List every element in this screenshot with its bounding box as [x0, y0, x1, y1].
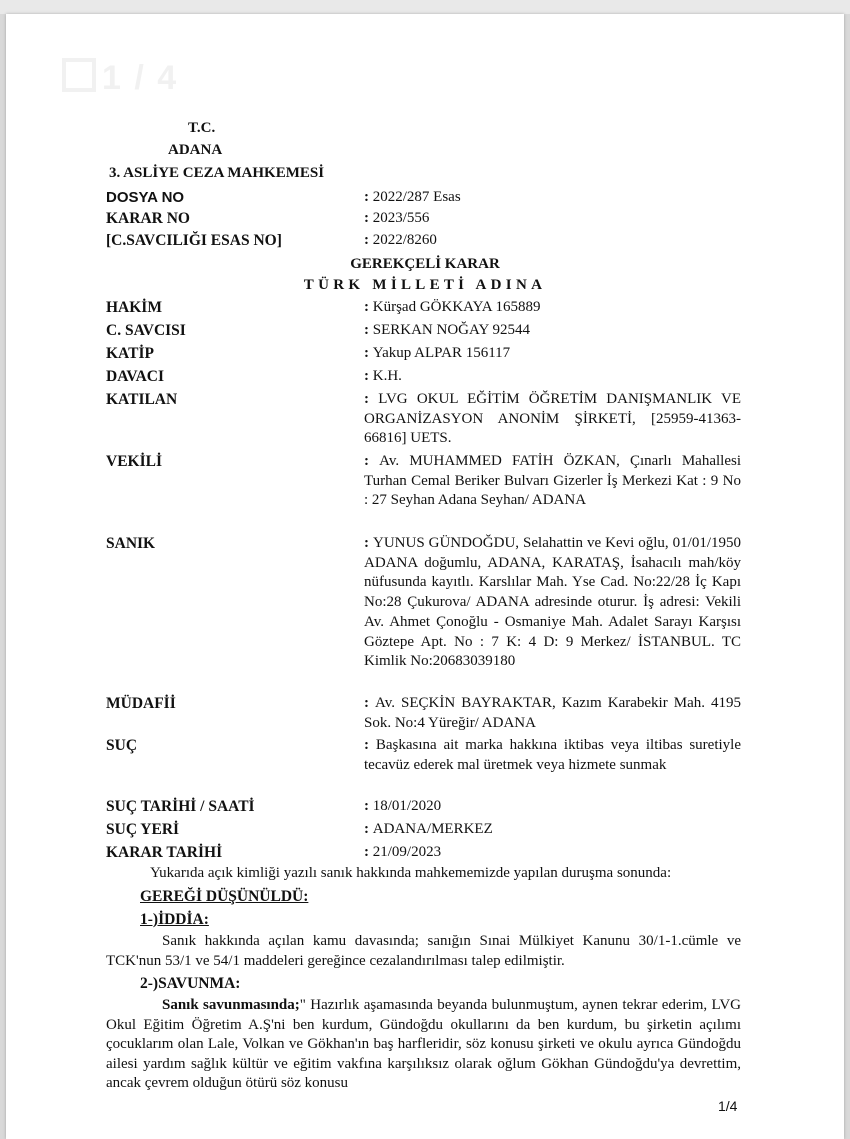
offense-date-value: : 18/01/2020: [364, 798, 442, 814]
plaintiff-value: : K.H.: [364, 368, 402, 384]
decision-no-value: : 2023/556: [364, 210, 430, 226]
document-page: [6, 14, 844, 1139]
prosecution-no-label: [C.SAVCILIĞI ESAS NO]: [106, 232, 282, 249]
plaintiff-label: DAVACI: [106, 368, 165, 385]
defense-counsel-label: MÜDAFİİ: [106, 695, 176, 712]
document-subtitle: TÜRK MİLLETİ ADINA: [303, 277, 547, 293]
decision-date-value: : 21/09/2023: [364, 844, 442, 860]
case-file-value: : 2022/287 Esas: [364, 189, 461, 205]
offense-place-value: : ADANA/MERKEZ: [364, 821, 493, 837]
offense-place-label: SUÇ YERİ: [106, 821, 180, 838]
case-file-label: DOSYA NO: [106, 189, 185, 206]
defense-heading: 2-)SAVUNMA:: [140, 975, 241, 992]
document-title: GEREKÇELİ KARAR: [350, 256, 500, 272]
clerk-label: KATİP: [106, 345, 154, 362]
claim-paragraph: Sanık hakkında açılan kamu davasında; sanığın Sınai Mülkiyet Kanunu 30/1-1.cümle ve TCK'nun 53/1 ve 54/1 maddeleri gereğince cezalandırılması talep edilmiştir.: [106, 933, 741, 969]
verdict-heading: GEREĞİ DÜŞÜNÜLDÜ:: [140, 888, 309, 905]
prosecution-no-value: : 2022/8260: [364, 232, 437, 248]
prosecutor-label: C. SAVCISI: [106, 322, 186, 339]
page-icon: [62, 58, 96, 92]
prosecutor-value: : SERKAN NOĞAY 92544: [364, 322, 530, 338]
intro-paragraph: Yukarıda açık kimliği yazılı sanık hakkında mahkememizde yapılan duruşma sonunda:: [150, 865, 672, 881]
court-city: ADANA: [168, 142, 223, 158]
defense-paragraph: Sanık savunmasında;" Hazırlık aşamasında beyanda bulunmuştum, aynen tekrar ederim, LVG Okul Eğitim Öğretim A.Ş'ni ben kurdum, Gündoğdu okullarını da ben kurdum, bu şirketin açılımı çocuklarım olan Lale, Volkan ve Gökhan'ın baş harfleridir, söz konusu şirketi ve okulu ayrıca Gündoğdu ailesi yardım sağlık kültür ve eğitim vakfına karşılıksız olarak oğlum Gökhan Gündoğdu'ya devrettim, ancak çevrem olduğun ötürü söz konusu: [106, 997, 741, 1092]
offense-value: : Başkasına ait marka hakkına iktibas veya iltibas suretiyle tecavüz ederek mal üretmek veya hizmete sunmak: [364, 737, 741, 773]
intervener-label: KATILAN: [106, 391, 178, 408]
judge-label: HAKİM: [106, 299, 162, 316]
intervener-value: : LVG OKUL EĞİTİM ÖĞRETİM DANIŞMANLIK VE ORGANİZASYON ANONİM ŞİRKETİ, [25959-41363-66816] UETS.: [364, 391, 742, 447]
decision-date-label: KARAR TARİHİ: [106, 844, 223, 861]
defendant-value: : YUNUS GÜNDOĞDU, Selahattin ve Kevi oğlu, 01/01/1950 ADANA doğumlu, ADANA, KARATAŞ, İsahacılı mah/köy nüfusunda kayıtlı. Karslılar Mah. Yse Cad. No:22/28 İç Kapı No:28 Çukurova/ ADANA adresinde oturur. İş adresi: Vekili Av. Ahmet Çonoğlu - Osmaniye Mah. Adalet Sarayı Karşısı Göztepe Apt. No : 7 K: 4 D: 9 Merkez/ İSTANBUL. TC Kimlik No:20683039180: [364, 535, 741, 670]
defendant-label: SANIK: [106, 535, 156, 552]
clerk-value: : Yakup ALPAR 156117: [364, 345, 511, 361]
decision-no-label: KARAR NO: [106, 210, 190, 227]
attorney-label: VEKİLİ: [106, 453, 162, 470]
offense-date-label: SUÇ TARİHİ / SAATİ: [106, 798, 255, 815]
court-country: T.C.: [188, 120, 216, 136]
court-name: 3. ASLİYE CEZA MAHKEMESİ: [109, 165, 325, 181]
page-number: 1/4: [718, 1098, 738, 1114]
attorney-value: : Av. MUHAMMED FATİH ÖZKAN, Çınarlı Mahallesi Turhan Cemal Beriker Bulvarı Gizerler İş Merkezi Kat : 9 No : 27 Seyhan Adana Seyhan/ ADANA: [364, 453, 741, 509]
viewer-top-bar: [0, 0, 850, 14]
defense-counsel-value: : Av. SEÇKİN BAYRAKTAR, Kazım Karabekir Mah. 4195 Sok. No:4 Yüreğir/ ADANA: [364, 695, 741, 731]
offense-label: SUÇ: [106, 737, 138, 754]
page-counter-watermark: 1 / 4: [62, 58, 178, 98]
judge-value: : Kürşad GÖKKAYA 165889: [364, 299, 541, 315]
claim-heading: 1-)İDDİA:: [140, 911, 209, 928]
